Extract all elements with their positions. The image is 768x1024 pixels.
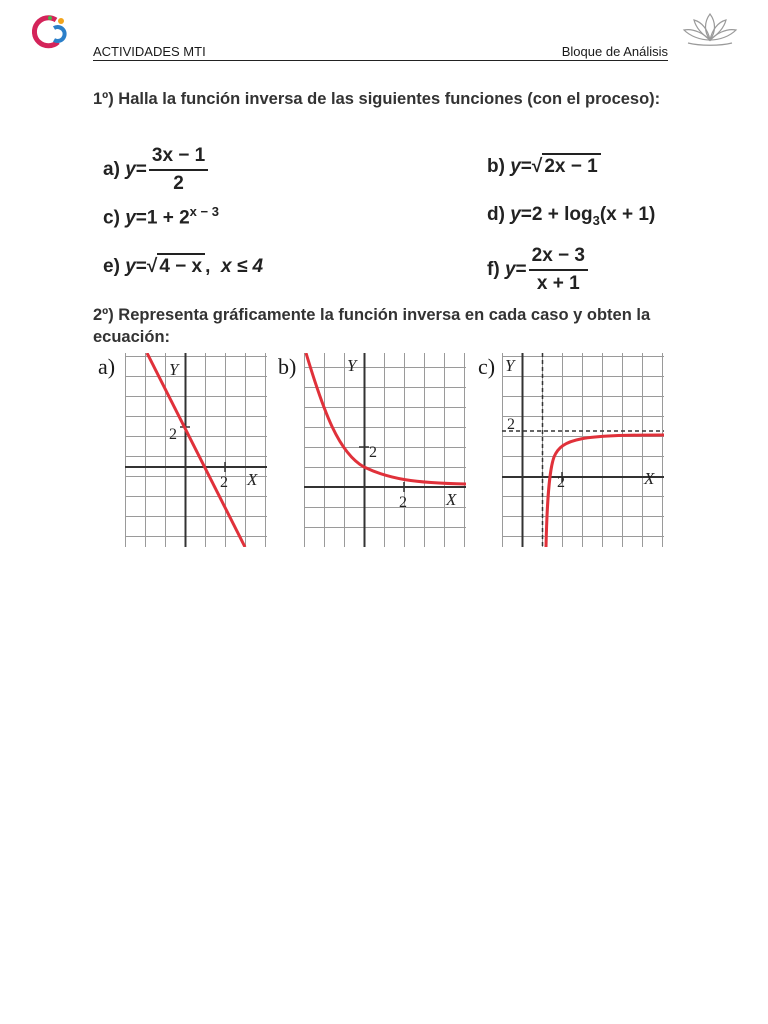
lotus-logo-icon xyxy=(680,10,740,48)
question-1: 1º) Halla la función inversa de las siguientes funciones (con el proceso): xyxy=(93,90,661,108)
formula-b: b) y=√ 2x − 1 xyxy=(487,156,601,178)
y-tick-label: 2 xyxy=(507,416,515,433)
graph-c-label: c) xyxy=(478,354,496,379)
grid xyxy=(502,353,664,547)
header-block: Bloque de Análisis xyxy=(561,44,668,59)
x-axis-label: X xyxy=(446,490,457,509)
x-axis-label: X xyxy=(247,470,258,489)
graph-c xyxy=(502,353,664,547)
formula-d: d) $y=2 + \log_3(x + 1)$ xyxy=(487,204,656,228)
fraction: $\frac{3x - 1}{2}$ xyxy=(149,145,208,195)
page-header xyxy=(93,42,668,61)
question-2: 2º) Representa gráficamente la función inversa en cada caso y obten la ecuación: xyxy=(93,306,651,346)
graph-a xyxy=(125,353,267,547)
fraction: $\frac{2x - 3}{x + 1}$ xyxy=(529,245,588,295)
curve-b xyxy=(306,353,466,484)
x-tick-label: 2 xyxy=(220,474,228,491)
graph-b-label: b) xyxy=(278,354,297,379)
x-tick-label: 2 xyxy=(557,474,565,491)
y-axis-label: Y xyxy=(505,356,515,375)
formula-c: c) $y=1 + 2^{x - 3}$ xyxy=(103,204,219,229)
x-tick-label: 2 xyxy=(399,494,407,511)
formula-e: e) y=√ 4 − x , x ≤ 4 xyxy=(103,256,263,278)
y-axis-label: Y xyxy=(169,360,179,379)
y-tick-label: 2 xyxy=(369,444,377,461)
sqrt-icon: √ 2x − 1 xyxy=(532,156,601,178)
curve-c xyxy=(546,435,664,547)
x-axis-label: X xyxy=(644,469,655,488)
curve-a xyxy=(147,353,245,547)
formula-a: a) y= $\frac{3x - 1}{2}$ xyxy=(103,145,210,195)
school-logo-icon xyxy=(30,12,72,52)
formula-f: f) y= $\frac{2x - 3}{x + 1}$ xyxy=(487,245,590,295)
y-axis-label: Y xyxy=(347,356,357,375)
y-tick-label: 2 xyxy=(169,426,177,443)
grid xyxy=(304,353,466,547)
graph-b xyxy=(304,353,466,547)
header-title: ACTIVIDADES MTI xyxy=(93,44,206,59)
sqrt-icon: √ 4 − x xyxy=(147,256,205,278)
graph-a-label: a) xyxy=(98,354,116,379)
